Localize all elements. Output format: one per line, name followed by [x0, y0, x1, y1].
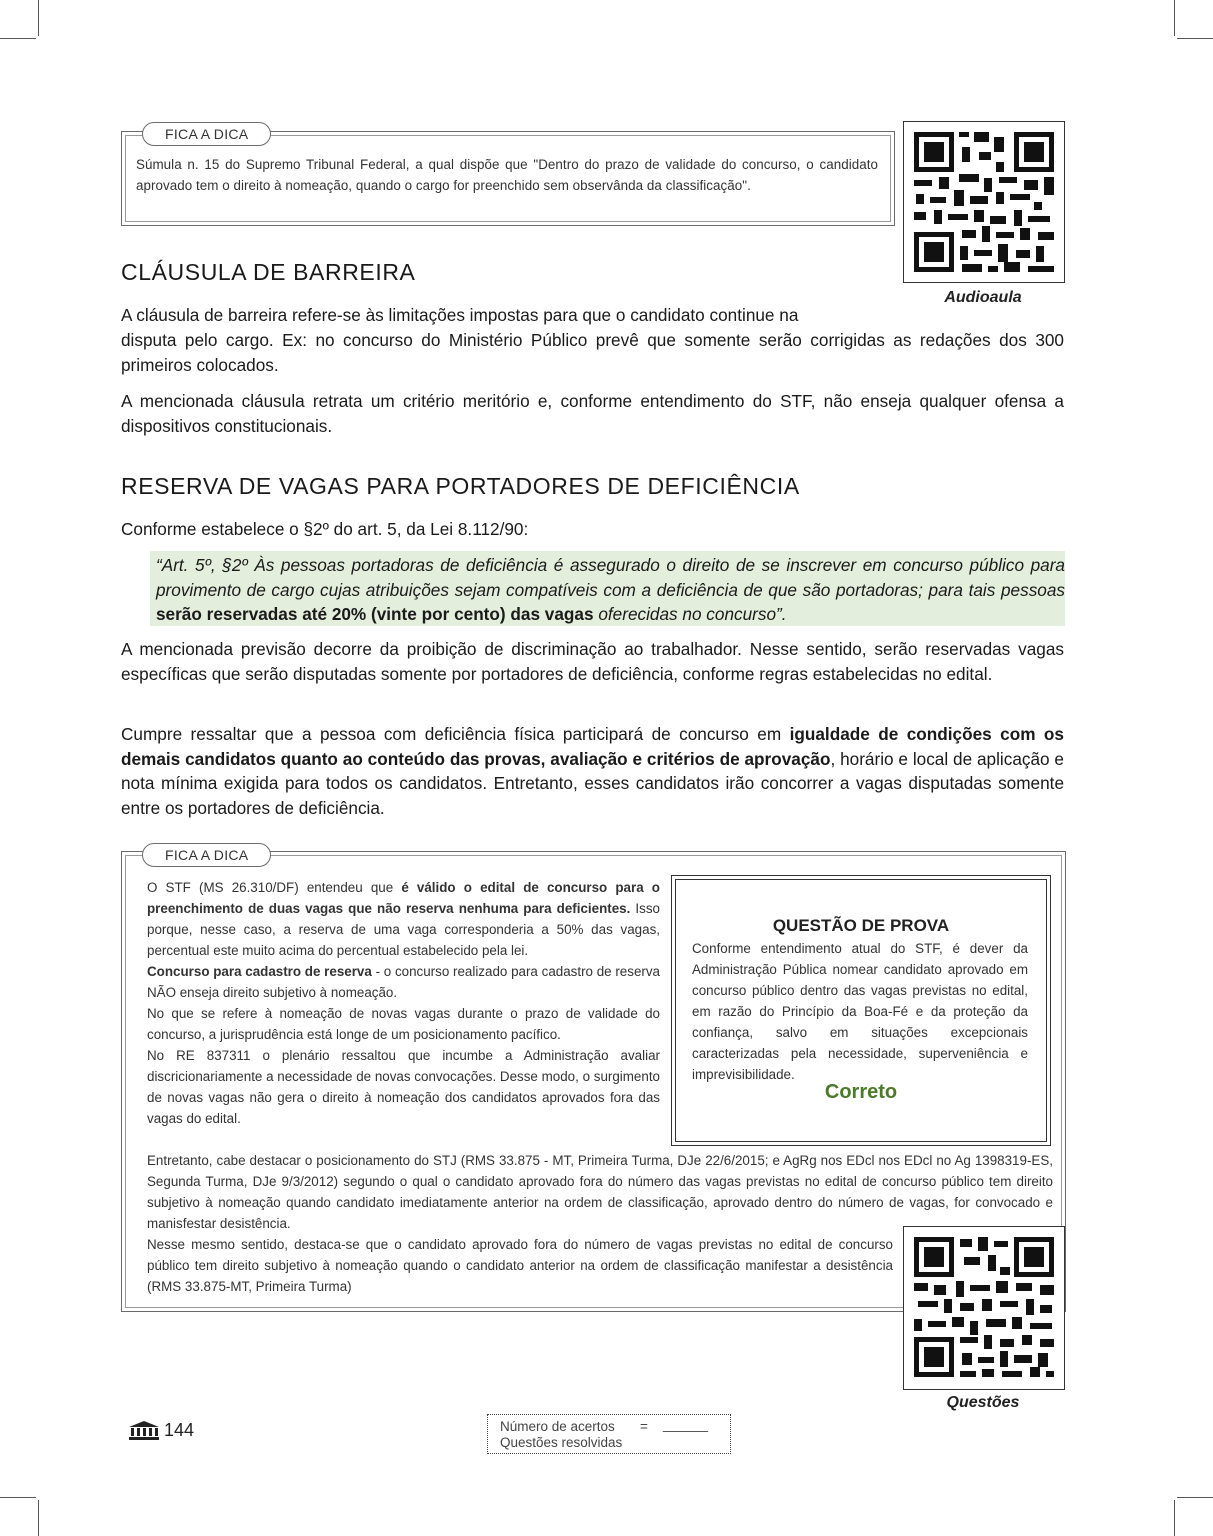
- tip-text: Súmula n. 15 do Supremo Tribunal Federal, a qual dispõe que "Dentro do prazo de validade do concurso, o candidato aprovado tem o direito à nomeação, quando o cargo for preenchido sem observânda da classificação".: [136, 157, 878, 193]
- crop-mark: [1174, 0, 1175, 36]
- qr-code-questoes[interactable]: [903, 1226, 1065, 1390]
- score-label: Número de acertos: [500, 1419, 615, 1434]
- paragraph: A cláusula de barreira refere-se às limitações impostas para que o candidato continue na: [121, 305, 799, 325]
- text-run: Cumpre ressaltar que a pessoa com deficiência física participará de concurso em: [121, 724, 790, 744]
- quote-highlight: serão reservadas até 20% (vinte por cento) das vagas: [156, 604, 594, 624]
- qr-code-audioaula[interactable]: [903, 121, 1065, 283]
- crop-mark: [1177, 38, 1213, 39]
- score-blank: ______: [663, 1417, 709, 1432]
- text-bold: Concurso para cadastro de reserva: [147, 964, 372, 979]
- text-bold: igualdade de condições com os demais candidatos quanto ao conteúdo das provas, avaliação e critérios de aprovação: [121, 724, 1064, 769]
- text-run: O STF (MS 26.310/DF) entendeu que: [147, 880, 402, 895]
- tip-column: [147, 877, 660, 1129]
- law-quote: [150, 551, 1065, 626]
- crop-mark: [38, 0, 39, 36]
- qr-code-icon: [904, 1227, 1064, 1387]
- score-box: [487, 1414, 731, 1454]
- crop-mark: [1177, 1497, 1213, 1498]
- tip-label: FICA A DICA: [142, 843, 271, 867]
- tip-label: FICA A DICA: [142, 122, 271, 146]
- quote-text: oferecidas no concurso”.: [593, 604, 787, 624]
- crop-mark: [0, 38, 36, 39]
- qr-code-icon: [904, 122, 1064, 282]
- text-bold: é válido o edital de concurso para o preenchimento de duas vagas que não reserva nenhuma para deficientes.: [147, 880, 660, 916]
- tip-paragraph: No que se refere à nomeação de novas vagas durante o prazo de validade do concurso, a jurisprudência está longe de um posicionamento pacífico.: [147, 1006, 660, 1042]
- building-columns-icon: [128, 1420, 160, 1440]
- paragraph: disputa pelo cargo. Ex: no concurso do Ministério Público prevê que somente serão corrigidas as redações dos 300 primeiros colocados.: [121, 330, 1064, 375]
- page-number: 144: [164, 1420, 195, 1440]
- text-run: - o concurso realizado para cadastro de reserva NÃO enseja direito subjetivo à nomeação.: [147, 964, 660, 1000]
- tip-paragraph: Nesse mesmo sentido, destaca-se que o candidato aprovado fora do número de vagas previstas no edital de concurso público tem direito subjetivo à nomeação quando o candidato anterior na ordem de classificação manifestar a desistência (RMS 33.875-MT, Primeira Turma): [147, 1237, 893, 1294]
- paragraph: A mencionada cláusula retrata um critério meritório e, conforme entendimento do STF, não enseja qualquer ofensa a dispositivos constitucionais.: [121, 391, 1064, 436]
- paragraph: [121, 722, 1064, 820]
- section-heading-reserva: RESERVA DE VAGAS PARA PORTADORES DE DEFICIÊNCIA: [121, 473, 800, 499]
- resolved-label: Questões resolvidas: [500, 1435, 623, 1450]
- text-run: Isso porque, nesse caso, a reserva de uma vaga corresponderia a 50% das vagas, percentual este muito acima do percentual estabelecido pela lei.: [147, 901, 660, 958]
- section-heading-clausula: CLÁUSULA DE BARREIRA: [121, 259, 416, 285]
- exam-question-text: Conforme entendimento atual do STF, é dever da Administração Pública nomear candidato aprovado em concurso público dentro das vagas previstas no edital, em razão do Princípio da Boa-Fé e da proteção da confiança, salvo em situações excepcionais caracterizadas pela necessidade, superveniência e imprevisibilidade.: [692, 941, 1028, 1082]
- exam-question-title: QUESTÃO DE PROVA: [772, 916, 950, 935]
- logo: [128, 1420, 160, 1445]
- quote-text: “Art. 5º, §2º Às pessoas portadoras de deficiência é assegurado o direito de se inscrever em concurso público para provimento de cargo cujas atribuições sejam compatíveis com a deficiência de que são portadoras; para tais pessoas: [156, 555, 1065, 600]
- paragraph: A mencionada previsão decorre da proibição de discriminação ao trabalhador. Nesse sentido, serão reservadas vagas específicas que serão disputadas somente por portadores de deficiência, conforme regras estabelecidas no edital.: [121, 639, 1064, 684]
- paragraph: Conforme estabelece o §2º do art. 5, da Lei 8.112/90:: [121, 519, 529, 539]
- crop-mark: [38, 1500, 39, 1536]
- exam-question-answer: Correto: [824, 1081, 898, 1103]
- tip-paragraph: Entretanto, cabe destacar o posicionamento do STJ (RMS 33.875 - MT, Primeira Turma, DJe 22/6/2015; e AgRg nos EDcl nos EDcl no Ag 1398319-ES, Segunda Turma, DJe 9/3/2012) segundo o qual o candidato aprovado fora do número das vagas previstas no edital de concurso público tem direito subjetivo à nomeação quando candidato imediatamente anterior na ordem de classificação, aprovado dentro do número de vagas, for convocado e manisfestar desistência.: [147, 1153, 1053, 1231]
- crop-mark: [1174, 1500, 1175, 1536]
- qr-caption-audioaula: Audioaula: [944, 289, 1022, 306]
- qr-caption-questoes: Questões: [946, 1394, 1020, 1411]
- text-run: , horário e local de aplicação e nota mínima exigida para todos os candidatos. Entretanto, esses candidatos irão concorrer a vagas disputadas somente entre os portadores de deficiência.: [121, 748, 1064, 818]
- crop-mark: [0, 1497, 36, 1498]
- exam-question-box: [671, 875, 1051, 1146]
- score-equals: =: [640, 1419, 648, 1434]
- tip-paragraph: No RE 837311 o plenário ressaltou que incumbe a Administração avaliar discricionariamente a necessidade de novas convocações. Desse modo, o surgimento de novas vagas não gera o direito à nomeação dos candidatos aprovados fora das vagas do edital.: [147, 1048, 660, 1126]
